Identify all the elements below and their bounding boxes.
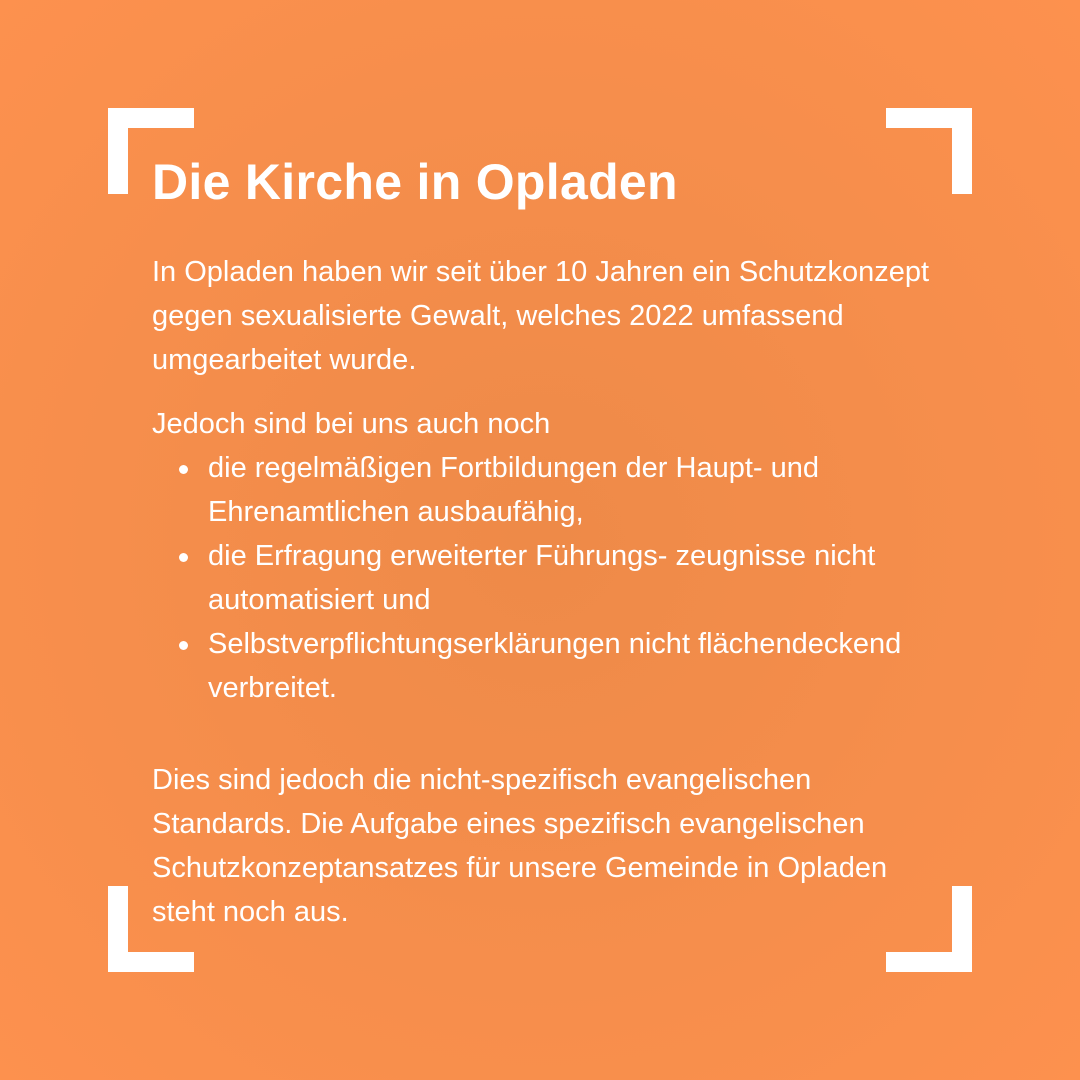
list-item-text: die Erfragung erweiterter Führungs- zeugnisse nicht automatisiert und — [208, 540, 876, 616]
heading: Die Kirche in Opladen — [152, 154, 678, 210]
text-content — [152, 150, 942, 934]
paragraph-intro: In Opladen haben wir seit über 10 Jahren ein Schutzkonzept gegen sexualisierte Gewalt, welches 2022 umfassend umgearbeitet wurde. — [152, 256, 930, 376]
list-item — [208, 446, 942, 534]
bullet-list — [152, 446, 942, 710]
list-item-text: Selbstverpflichtungserklärungen nicht flächendeckend verbreitet. — [208, 628, 902, 704]
list-item — [208, 534, 942, 622]
list-item — [208, 622, 942, 710]
paragraph-conclusion: Dies sind jedoch die nicht-spezifisch evangelischen Standards. Die Aufgabe eines spezifisch evangelischen Schutzkonzeptansatzes für unsere Gemeinde in Opladen steht noch aus. — [152, 764, 888, 928]
bullet-dot-icon — [179, 465, 188, 474]
list-item-text: die regelmäßigen Fortbildungen der Haupt- und Ehrenamtlichen ausbaufähig, — [208, 452, 819, 528]
bullet-dot-icon — [179, 553, 188, 562]
bullet-dot-icon — [179, 641, 188, 650]
paragraph-list-intro: Jedoch sind bei uns auch noch — [152, 408, 551, 440]
